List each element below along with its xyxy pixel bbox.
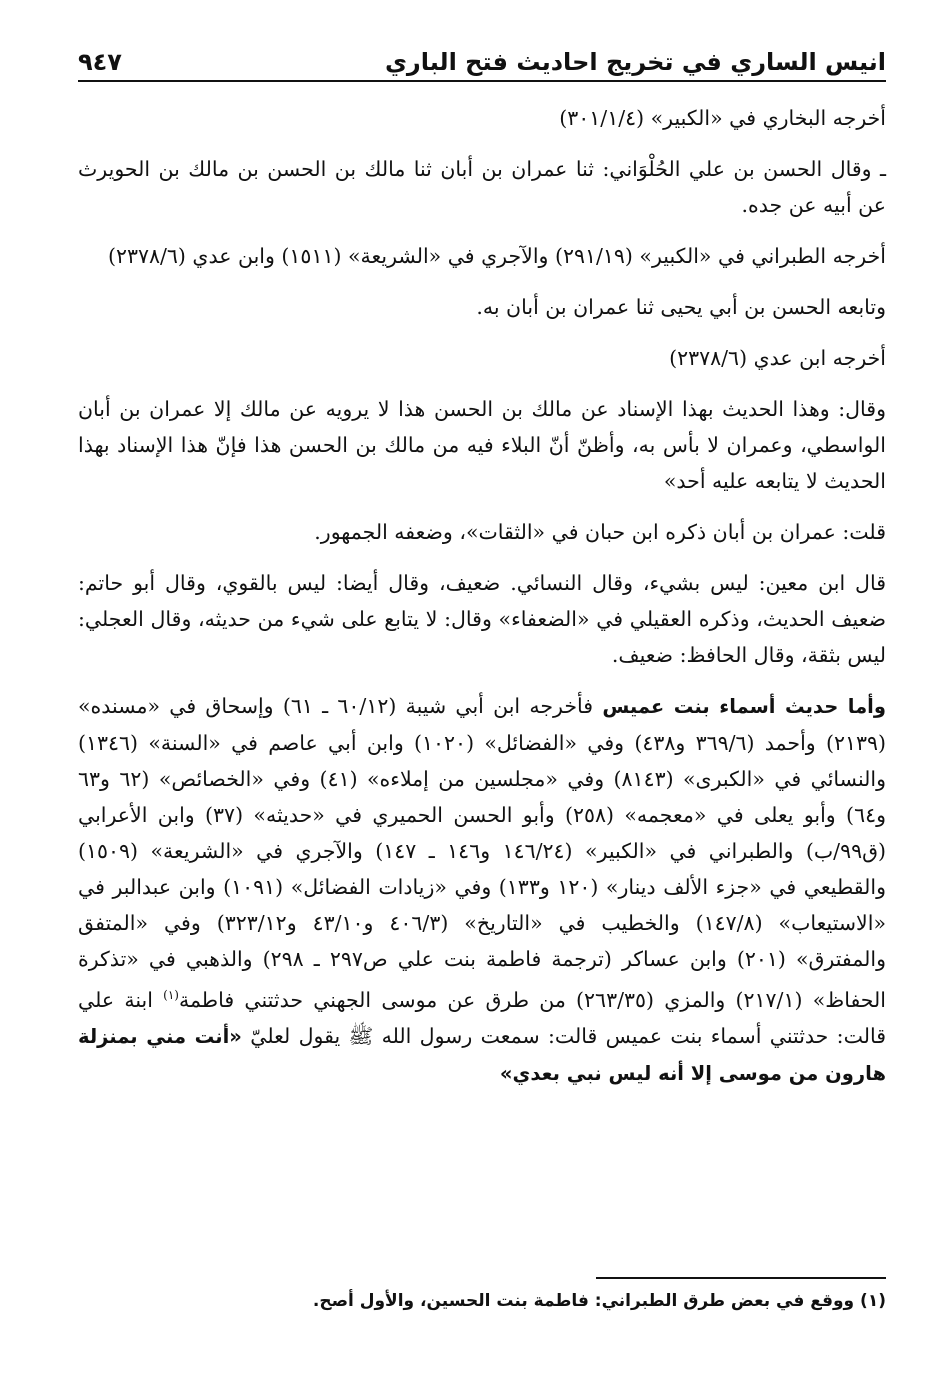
footnote-number: (١) <box>860 1291 886 1311</box>
footnote-divider <box>596 1277 886 1279</box>
asma-after-footnote: ابنة علي قالت: حدثتني أسماء بنت عميس قالت: سمعت رسول الله ﷺ يقول لعليّ <box>78 987 887 1048</box>
asma-lead: وأما حديث أسماء بنت عميس <box>602 695 886 718</box>
footnote-text: ووقع في بعض طرق الطبراني: فاطمة بنت الحسين، والأول أصح. <box>312 1291 861 1311</box>
footnote-marker[interactable]: (١) <box>163 988 179 1002</box>
running-title: انيس الساري في تخريج احاديث فتح الباري <box>384 48 886 76</box>
paragraph: أخرجه البخاري في «الكبير» (٣٠١/١/٤) <box>559 106 886 130</box>
paragraph: قلت: عمران بن أبان ذكره ابن حبان في «الثقات»، وضعفه الجمهور. <box>314 520 886 544</box>
asma-paragraph <box>78 688 886 1092</box>
paragraph: ـ وقال الحسن بن علي الحُلْوَاني: ثنا عمران بن أبان ثنا مالك بن الحسن بن مالك بن الحويرث عن أبيه عن جده. <box>78 157 886 217</box>
paragraph: وقال: وهذا الحديث بهذا الإسناد عن مالك بن الحسن هذا لا يرويه عن مالك إلا عمران بن أبان الواسطي، وعمران لا بأس به، وأظنّ أنّ البلاء فيه من مالك بن الحسن هذا فإنّ هذا الإسناد بهذا الحديث لا يتابعه عليه أحد» <box>78 397 886 493</box>
paragraph: أخرجه الطبراني في «الكبير» (٢٩١/١٩) والآجري في «الشريعة» (١٥١١) وابن عدي (٢٣٧٨/٦) <box>107 244 886 268</box>
hadith-text: «أنت مني بمنزلة هارون من موسى إلا أنه ليس نبي بعدي» <box>78 1024 886 1085</box>
page-header <box>78 42 886 82</box>
paragraph: وتابعه الحسن بن أبي يحيى ثنا عمران بن أبان به. <box>476 295 886 319</box>
footnote <box>78 1291 886 1311</box>
page-number: ٩٤٧ <box>78 48 122 76</box>
paragraph: قال ابن معين: ليس بشيء، وقال النسائي. ضعيف، وقال أيضا: ليس بالقوي، وقال أبو حاتم: ضعيف الحديث، وذكره العقيلي في «الضعفاء» وقال: لا يتابع على شيء من حديثه، وقال العجلي: ليس بثقة، وقال الحافظ: ضعيف. <box>78 571 886 667</box>
paragraph: أخرجه ابن عدي (٢٣٧٨/٦) <box>669 346 886 370</box>
asma-body: فأخرجه ابن أبي شيبة (٦٠/١٢ ـ ٦١) وإسحاق في «مسنده» (٢١٣٩) وأحمد (٣٦٩/٦ و٤٣٨) وفي «الفضائل» (١٠٢٠) وابن أبي عاصم في «السنة» (١٣٤٦) والنسائي في «الكبرى» (٨١٤٣) وفي «مجلسين من إملاءه» (٤١) وفي «الخصائص» (٦٢ و٦٣ و٦٤) وأبو يعلى في «معجمه» (٢٥٨) وأبو الحسن الحميري في «حديثه» (٣٧) وابن الأعرابي (ق٩٩/ب) والطبراني في «الكبير» (١٤٦/٢٤ و١٤٦ ـ ١٤٧) والآجري في «الشريعة» (١٥٠٩) والقطيعي في «جزء الألف دينار» (١٢٠ و١٣٣) وفي «زيادات الفضائل» (١٠٩١) وابن عبدالبر في «الاستيعاب» (١٤٧/٨) والخطيب في «التاريخ» (٤٠٦/٣ و٤٣/١٠ و٣٢٣/١٢) وفي «المتفق والمفترق» (٢٠١) وابن عساكر (ترجمة فاطمة بنت علي ص٢٩٧ ـ ٢٩٨) والذهبي في «تذكرة الحفاظ» (٢١٧/١) والمزي (٢٦٣/٣٥) من طرق عن موسى الجهني حدثتني فاطمة <box>78 694 886 1012</box>
main-text <box>78 100 886 1107</box>
